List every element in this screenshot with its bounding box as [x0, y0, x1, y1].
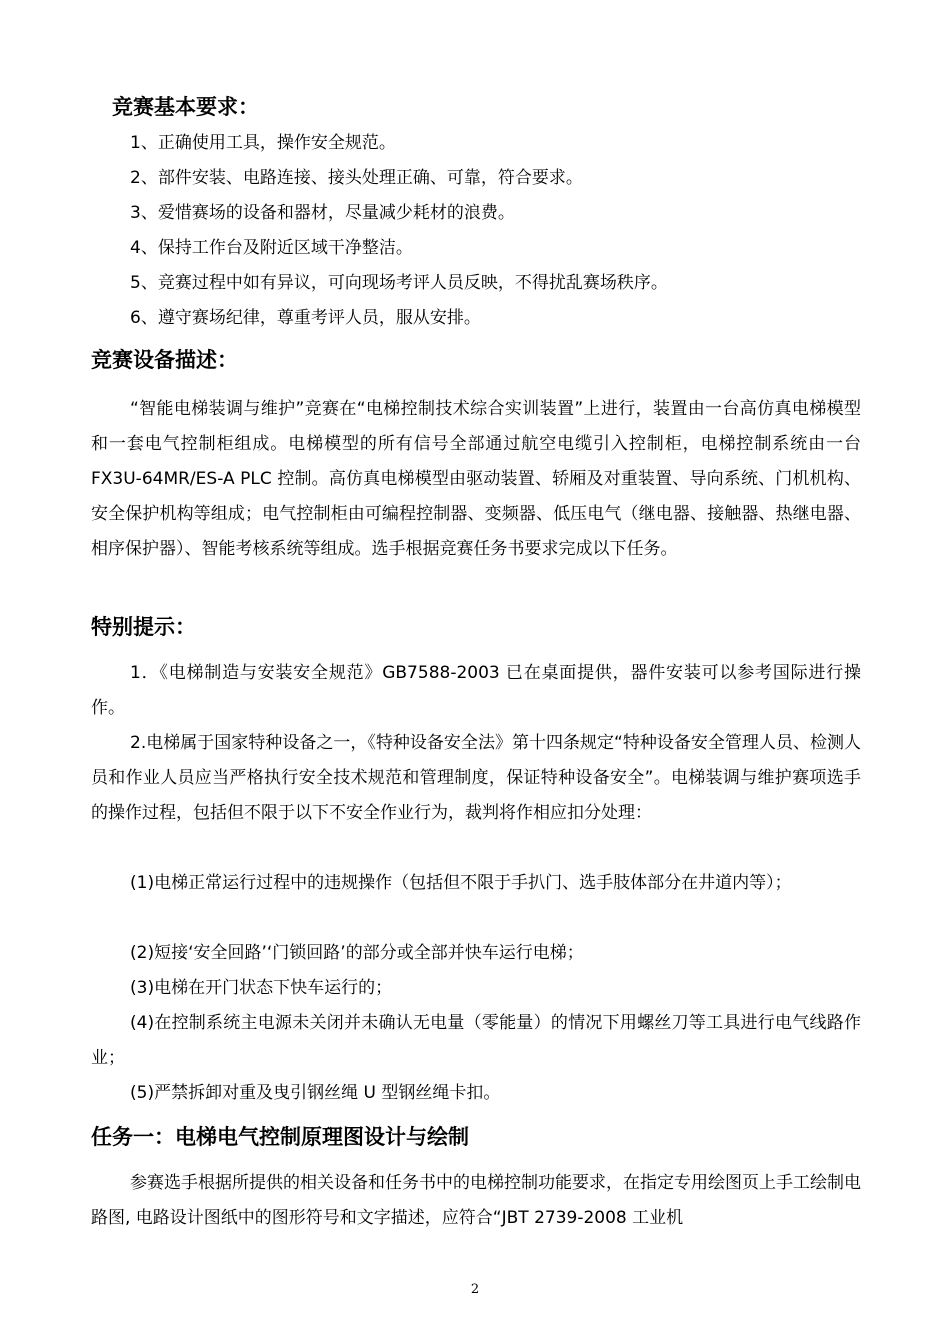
- heading-task-one: 任务一：电梯电气控制原理图设计与绘制: [91, 1125, 469, 1149]
- equipment-paragraph: “智能电梯装调与维护”竞赛在“电梯控制技术综合实训装置”上进行，装置由一台高仿真电梯模型和一套电气控制柜组成。电梯模型的所有信号全部通过航空电缆引入控制柜，电梯控制系统由一台 FX3U-64MR/ES-A PLC 控制。高仿真电梯模型由驱动装置、轿厢及对重装置、导向系统、门机机构、安全保护机构等组成；电气控制柜由可编程控制器、变频器、低压电气（继电器、接触器、热继电器、相序保护器）、智能考核系统等组成。选手根据竞赛任务书要求完成以下任务。: [91, 399, 861, 559]
- notice-item-3: (3)电梯在开门状态下快车运行的；: [130, 978, 393, 998]
- list-item: 3、爱惜赛场的设备和器材，尽量减少耗材的浪费。: [130, 203, 515, 223]
- heading-equipment-description: 竞赛设备描述：: [91, 348, 238, 372]
- task-one-paragraph: 参赛选手根据所提供的相关设备和任务书中的电梯控制功能要求，在指定专用绘图页上手工绘制电路图, 电路设计图纸中的图形符号和文字描述，应符合“JBT 2739-2008 工业机: [91, 1173, 861, 1228]
- notice-item-4: (4)在控制系统主电源未关闭并未确认无电量（零能量）的情况下用螺丝刀等工具进行电气线路作业；: [91, 1013, 861, 1068]
- notice-item-2: (2)短接‘安全回路’‘门锁回路’的部分或全部并快车运行电梯；: [130, 943, 584, 963]
- notice-paragraph-1: 1．《电梯制造与安装安全规范》GB7588-2003 已在桌面提供，器件安装可以参考国际进行操作。: [91, 663, 861, 718]
- list-item: 2、部件安装、电路连接、接头处理正确、可靠，符合要求。: [130, 168, 583, 188]
- notice-paragraph-2: 2.电梯属于国家特种设备之一，《特种设备安全法》第十四条规定“特种设备安全管理人员、检测人员和作业人员应当严格执行安全技术规范和管理制度，保证特种设备安全”。电梯装调与维护赛项选手的操作过程，包括但不限于以下不安全作业行为，裁判将作相应扣分处理：: [91, 733, 861, 823]
- list-item: 6、遵守赛场纪律，尊重考评人员，服从安排。: [130, 308, 481, 328]
- list-item: 4、保持工作台及附近区域干净整洁。: [130, 238, 413, 258]
- heading-special-notice: 特别提示：: [91, 615, 196, 639]
- notice-item-1: (1)电梯正常运行过程中的违规操作（包括但不限于手扒门、选手肢体部分在井道内等）；: [130, 873, 792, 893]
- list-item: 1、正确使用工具，操作安全规范。: [130, 133, 396, 153]
- list-item: 5、竞赛过程中如有异议，可向现场考评人员反映，不得扰乱赛场秩序。: [130, 273, 668, 293]
- page-number: 2: [470, 1282, 480, 1297]
- notice-item-5: (5)严禁拆卸对重及曳引钢丝绳 U 型钢丝绳卡扣。: [130, 1083, 501, 1103]
- heading-basic-requirements: 竞赛基本要求：: [112, 95, 259, 119]
